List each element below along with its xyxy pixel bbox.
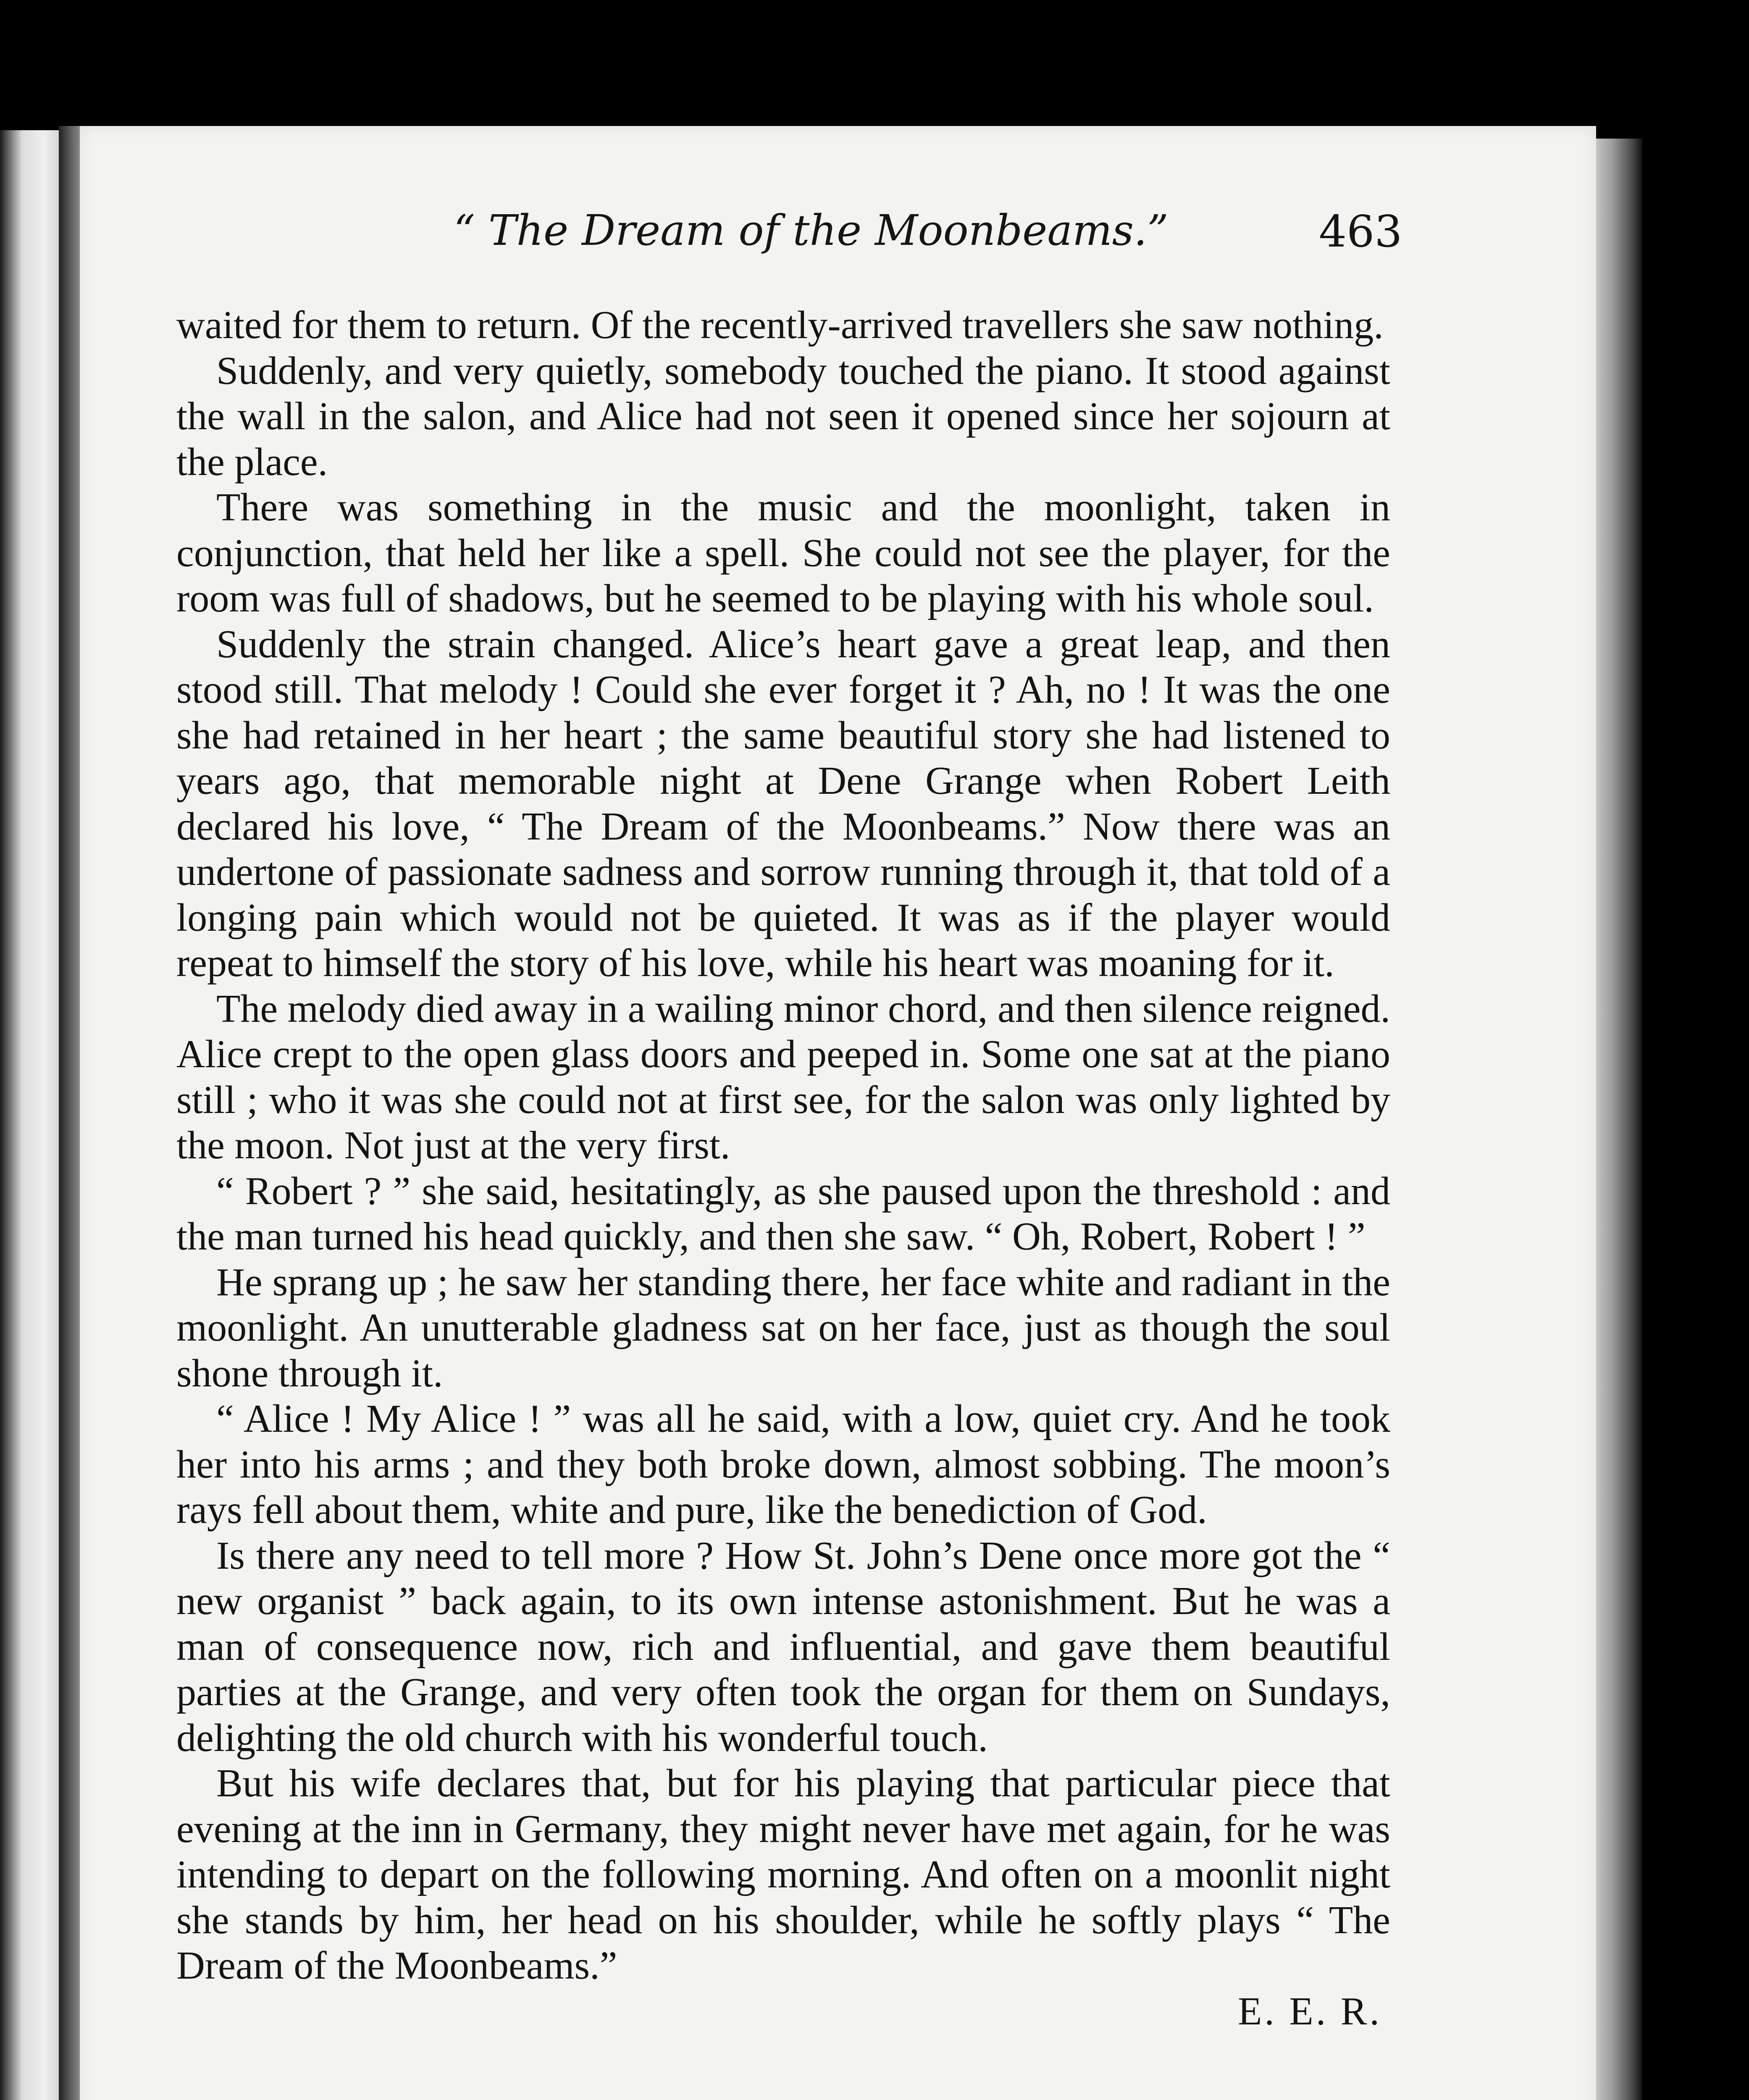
paragraph: “ Robert ? ” she said, hesitatingly, as she paused upon the threshold : and the man turned his head quickly, and then she saw. “ Oh, Robert, Robert ! ” [176,1169,1390,1258]
paragraph: Is there any need to tell more ? How St. John’s Dene once more got the “ new organist ” back again, to its own intense astonishment. But he was a man of consequence now, rich and influential, and gave them beautiful parties at the Grange, and very often took the organ for them on Sundays, delighting the old church with his wonderful touch. [176,1533,1390,1760]
body-text [176,302,1390,2034]
paragraph: “ Alice ! My Alice ! ” was all he said, with a low, quiet cry. And he took her into his arms ; and they both broke down, almost sobbing. The moon’s rays fell about them, white and pure, like the benediction of God. [176,1397,1390,1532]
paragraph: There was something in the music and the moonlight, taken in conjunction, that held her like a spell. She could not see the player, for the room was full of shadows, but he seemed to be playing with his whole soul. [176,486,1390,620]
paragraph: Suddenly, and very quietly, somebody touched the piano. It stood against the wall in the salon, and Alice had not seen it opened since her sojourn at the place. [176,349,1390,484]
running-title: “ The Dream of the Moonbeams.” [454,206,1169,255]
book-page [80,126,1596,2100]
paragraph: He sprang up ; he saw her standing there, her face white and radiant in the moonlight. An unutterable gladness sat on her face, just as though the soul shone through it. [176,1260,1390,1395]
page-number: 463 [1319,206,1402,257]
paragraph: waited for them to return. Of the recently-arrived travellers she saw nothing. [176,303,1384,347]
paragraph: But his wife declares that, but for his playing that particular piece that evening at the inn in Germany, they might never have met again, for he was intending to depart on the following morning. And often on a moonlit night she stands by him, her head on his shoulder, while he softly plays “ The Dream of the Moonbeams.” [176,1761,1390,1987]
author-initials: E. E. R. [1237,1989,1382,2033]
page-stack-edge [1592,139,1642,2100]
paragraph: The melody died away in a wailing minor chord, and then silence reigned. Alice crept to the open glass doors and peeped in. Some one sat at the piano still ; who it was she could not at first see, for the salon was only lighted by the moon. Not just at the very first. [176,987,1390,1167]
running-head [80,206,1596,273]
paragraph: Suddenly the strain changed. Alice’s heart gave a great leap, and then stood still. That melody ! Could she ever forget it ? Ah, no ! It was the one she had retained in her heart ; the same beautiful story she had listened to years ago, that memorable night at Dene Grange when Robert Leith declared his love, “ The Dream of the Moonbeams.” Now there was an undertone of passionate sadness and sorrow running through it, that told of a longing pain which would not be quieted. It was as if the player would repeat to himself the story of his love, while his heart was moaning for it. [176,622,1390,985]
previous-page-edge [0,130,63,2100]
